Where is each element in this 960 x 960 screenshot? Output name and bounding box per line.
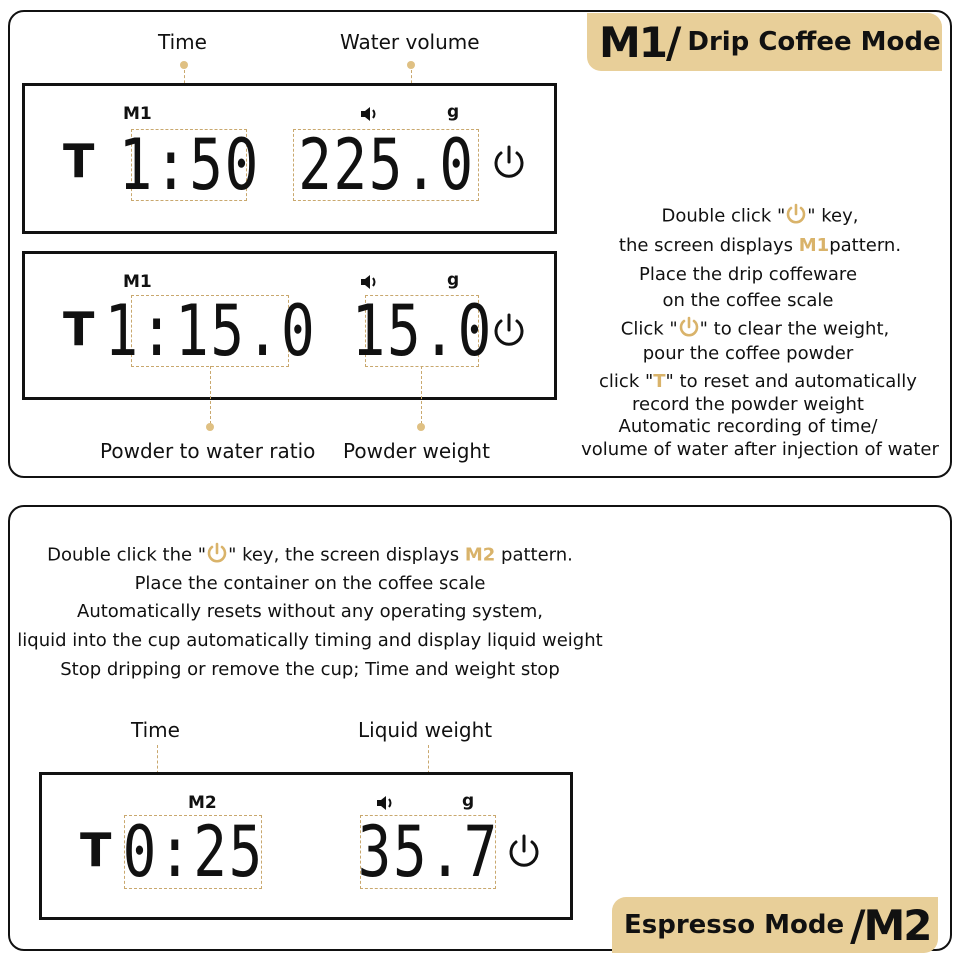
unit-grams: g — [447, 270, 460, 290]
lcd-display-ratio-powder — [22, 251, 557, 400]
espresso-time-readout: 0:25 — [122, 811, 264, 893]
mode-indicator: M2 — [188, 793, 217, 813]
power-icon — [491, 312, 527, 354]
m2-step-2: Place the container on the coffee scale — [134, 573, 486, 594]
powder-weight-label: Powder weight — [343, 439, 490, 463]
power-icon — [206, 542, 228, 569]
time-marker — [180, 61, 188, 69]
lcd-display-espresso — [39, 772, 573, 920]
powder-weight-leader — [421, 366, 422, 424]
ratio-readout: 1:15.0 — [104, 290, 316, 372]
unit-grams: g — [447, 102, 460, 122]
m2-step-5: Stop dripping or remove the cup; Time and weight stop — [60, 659, 560, 680]
powder-weight-marker — [417, 423, 425, 431]
m1-code: M1/ — [599, 17, 680, 67]
m1-step-2: the screen displays M1pattern. — [618, 235, 902, 256]
m1-step-8: record the powder weight — [632, 394, 864, 415]
m1-step-3: Place the drip coffeware — [638, 264, 858, 285]
unit-grams: g — [462, 791, 475, 811]
speaker-icon — [360, 106, 378, 126]
m1-step-9: Automatic recording of time/ — [618, 416, 878, 437]
m1-mode-name: Drip Coffee Mode — [687, 27, 941, 57]
ratio-marker — [206, 423, 214, 431]
m2-step-4: liquid into the cup automatically timing and display liquid weight — [17, 630, 603, 651]
lcd-display-time-volume — [22, 83, 557, 234]
time-label: Time — [158, 30, 207, 54]
m1-title-tab — [587, 13, 942, 71]
power-icon — [678, 316, 700, 343]
m1-step-6: pour the coffee powder — [642, 343, 854, 364]
m2-step-3: Automatically resets without any operating system, — [77, 601, 543, 622]
m2-step-1: Double click the " " key, the screen displays M2 pattern. — [10, 542, 610, 569]
water-volume-label: Water volume — [340, 30, 480, 54]
m2-title-tab — [612, 897, 938, 953]
liquid-weight-readout: 35.7 — [357, 811, 499, 893]
m1-step-10: volume of water after injection of water — [581, 439, 939, 460]
power-icon — [491, 144, 527, 186]
water-volume-readout: 225.0 — [293, 129, 479, 201]
liquid-weight-label: Liquid weight — [358, 718, 493, 742]
tare-t-symbol: T — [80, 823, 112, 877]
m2-time-label: Time — [131, 718, 180, 742]
m2-code: /M2 — [850, 900, 931, 950]
time-readout: 1:50 — [118, 124, 260, 206]
power-icon — [506, 833, 542, 875]
water-volume-marker — [407, 61, 415, 69]
mode-indicator: M1 — [123, 104, 152, 124]
m1-step-7: click "T" to reset and automatically — [599, 371, 917, 392]
m1-step-5: Click " " to clear the weight, — [580, 316, 930, 343]
tare-t-symbol: T — [63, 302, 95, 356]
tare-t-symbol: T — [63, 134, 95, 188]
ratio-label: Powder to water ratio — [100, 439, 316, 463]
powder-weight-readout: 15.0 — [351, 290, 493, 372]
m1-step-4: on the coffee scale — [662, 290, 834, 311]
ratio-leader — [210, 366, 211, 424]
m2-mode-name: Espresso Mode — [624, 910, 845, 940]
mode-indicator: M1 — [123, 272, 152, 292]
m1-step-1: Double click " " key, — [580, 203, 940, 230]
power-icon — [785, 203, 807, 230]
